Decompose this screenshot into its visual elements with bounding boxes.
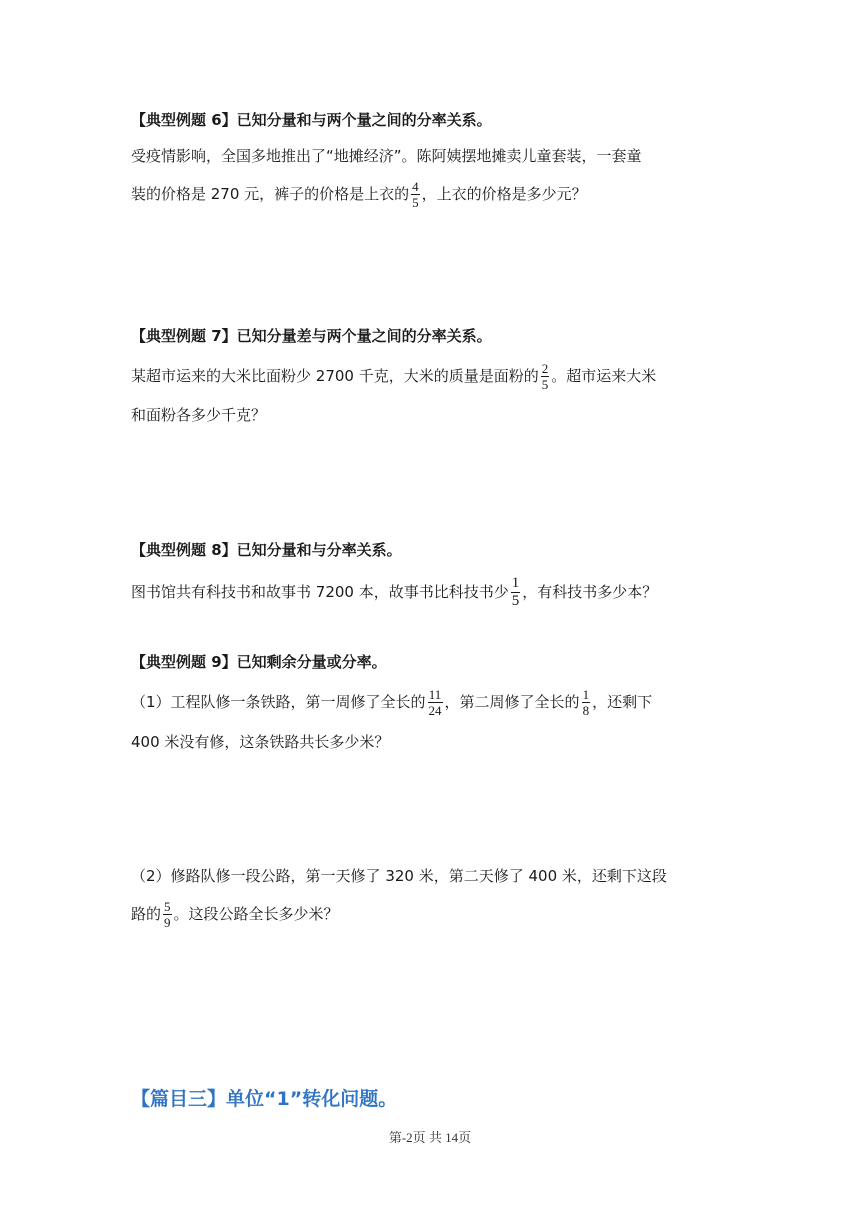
fraction-numerator: 1 xyxy=(511,575,520,591)
fraction-denominator: 5 xyxy=(511,593,520,609)
fraction-denominator: 24 xyxy=(428,703,442,718)
text-segment: ，第二周修了全长的 xyxy=(444,693,580,711)
section-title: 【篇目三】单位“1”转化问题。 xyxy=(131,1088,398,1110)
fraction-denominator: 5 xyxy=(412,195,419,210)
fraction xyxy=(511,576,521,609)
fraction-numerator: 11 xyxy=(428,687,442,702)
example-9-q2-line-2 xyxy=(131,900,741,929)
fraction-denominator: 8 xyxy=(582,703,590,718)
text-segment: ，还剩下 xyxy=(592,693,653,711)
text-segment: 。这段公路全长多少米？ xyxy=(173,905,339,923)
example-6-heading: 【典型例题 6】已知分量和与两个量之间的分率关系。 xyxy=(131,111,492,129)
fraction-denominator: 5 xyxy=(541,377,549,392)
fraction xyxy=(428,688,443,717)
fraction-numerator: 5 xyxy=(164,899,171,914)
fraction xyxy=(582,688,591,717)
fraction-denominator: 9 xyxy=(164,915,171,930)
example-9-q1-line-1 xyxy=(131,688,741,717)
text-segment: ，上衣的价格是多少元？ xyxy=(421,185,587,203)
example-6-line-2 xyxy=(131,180,741,209)
example-7-heading: 【典型例题 7】已知分量差与两个量之间的分率关系。 xyxy=(131,327,492,345)
example-7-line-1 xyxy=(131,362,741,391)
text-segment: 路的 xyxy=(131,905,162,923)
example-9-q1-line-2: 400 米没有修，这条铁路共长多少米？ xyxy=(131,733,390,751)
example-8-heading: 【典型例题 8】已知分量和与分率关系。 xyxy=(131,541,402,559)
text-segment: 。超市运来大米 xyxy=(551,367,657,385)
page-number-footer: 第-2页 共 14页 xyxy=(388,1130,472,1145)
example-6-line-1: 受疫情影响，全国多地推出了“地摊经济”。陈阿姨摆地摊卖儿童套装，一套童 xyxy=(131,147,642,165)
text-segment: 装的价格是 270 元，裤子的价格是上衣的 xyxy=(131,185,410,203)
fraction xyxy=(163,900,172,929)
example-9-q2-line-1: （2）修路队修一段公路，第一天修了 320 米，第二天修了 400 米，还剩下这段 xyxy=(131,867,667,885)
fraction xyxy=(541,362,550,391)
example-9-heading: 【典型例题 9】已知剩余分量或分率。 xyxy=(131,653,387,671)
fraction-numerator: 4 xyxy=(412,179,419,194)
text-segment: 某超市运来的大米比面粉少 2700 千克，大米的质量是面粉的 xyxy=(131,367,539,385)
text-segment: （1）工程队修一条铁路，第一周修了全长的 xyxy=(131,693,426,711)
fraction xyxy=(411,180,420,209)
text-segment: ，有科技书多少本？ xyxy=(522,583,658,601)
example-8-line-1 xyxy=(131,576,741,609)
example-7-line-2: 和面粉各多少千克？ xyxy=(131,406,267,424)
text-segment: 图书馆共有科技书和故事书 7200 本，故事书比科技书少 xyxy=(131,583,509,601)
fraction-numerator: 1 xyxy=(582,687,590,702)
fraction-numerator: 2 xyxy=(541,361,549,376)
